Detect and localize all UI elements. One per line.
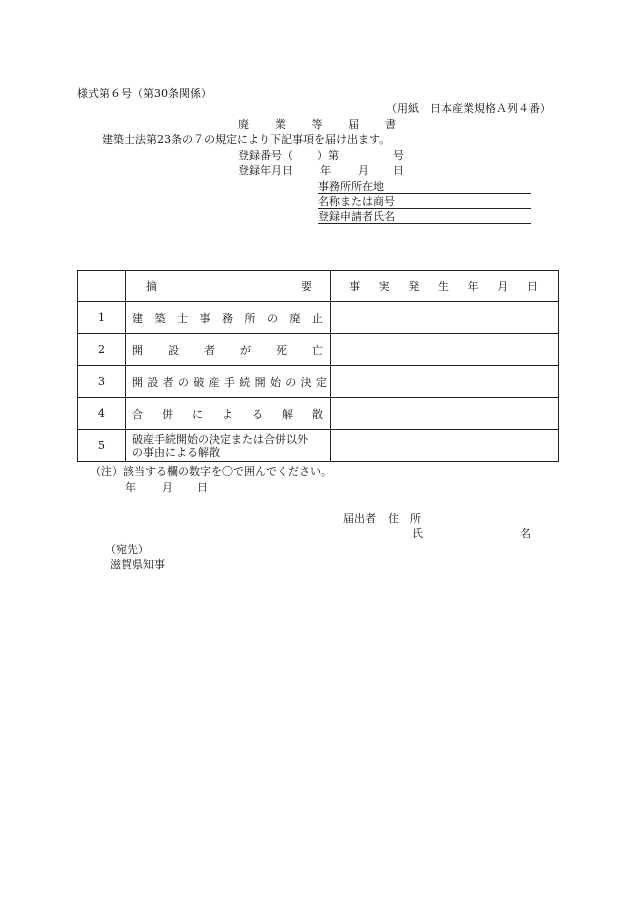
desc-char: る <box>252 407 263 421</box>
desc-char: 併 <box>162 407 173 421</box>
desc-char: 建 <box>132 311 143 325</box>
desc-char: 合 <box>132 407 143 421</box>
desc-char: 手 <box>223 375 235 389</box>
header-number-cell <box>78 271 126 302</box>
desc-char: が <box>240 343 251 357</box>
registrant-name-label: 登録申請者氏名 <box>318 210 395 223</box>
desc-char: 亡 <box>312 343 323 357</box>
submitter-name-right: 名 <box>520 527 531 540</box>
desc-char: 死 <box>276 343 287 357</box>
desc-char: 止 <box>312 311 323 325</box>
desc-char: 開 <box>254 375 266 389</box>
header-date-char: 事 <box>349 280 360 293</box>
desc-char: 産 <box>208 375 220 389</box>
date-month: 月 <box>162 481 173 494</box>
desc-char: 破 <box>193 375 205 389</box>
desc-char: 解 <box>282 407 293 421</box>
row-date-input[interactable] <box>331 366 559 398</box>
reg-date-day: 日 <box>393 164 404 177</box>
desc-char: に <box>192 407 203 421</box>
header-date-cell <box>331 271 559 302</box>
desc-char: の <box>177 375 189 389</box>
reg-number-suffix: 号 <box>393 149 404 162</box>
desc-char: 設 <box>147 375 159 389</box>
date-year: 年 <box>125 481 136 494</box>
title-char: 廃 <box>238 118 249 131</box>
header-date-char: 生 <box>437 280 449 293</box>
header-date-char: 実 <box>378 280 390 293</box>
desc-char: 設 <box>168 343 179 357</box>
title-char: 等 <box>311 118 323 131</box>
table-row <box>78 334 559 366</box>
row-date-input[interactable] <box>331 302 559 334</box>
desc-char: 定 <box>315 375 327 389</box>
desc-char: 廃 <box>289 311 301 325</box>
row-description <box>126 430 331 462</box>
desc-char: の <box>267 311 278 325</box>
submitter-address-label: 住 所 <box>388 512 421 525</box>
title-char: 業 <box>274 118 286 131</box>
desc-char: 始 <box>269 375 281 389</box>
notification-table <box>77 270 559 462</box>
desc-char: 続 <box>239 375 251 389</box>
paper-size-note: （用紙 日本産業規格Ａ列４番） <box>386 102 551 115</box>
registrant-name-field[interactable] <box>318 210 531 224</box>
form-number: 様式第６号（第30条関係） <box>77 87 212 100</box>
desc-char: 散 <box>312 407 323 421</box>
desc-char: の <box>285 375 297 389</box>
desc-char: 者 <box>204 343 215 357</box>
desc-char: 開 <box>132 343 143 357</box>
submitter-label: 届出者 <box>343 512 376 525</box>
header-date-char: 月 <box>497 280 509 293</box>
desc-char: 者 <box>162 375 174 389</box>
row-number[interactable]: 4 <box>78 398 126 430</box>
instruction-note: （注）該当する欄の数字を〇で囲んでください。 <box>90 465 332 478</box>
date-day: 日 <box>197 481 208 494</box>
row-description <box>126 366 331 398</box>
desc-char: 決 <box>300 375 312 389</box>
reg-date-label: 登録年月日 <box>238 164 293 177</box>
office-address-field[interactable] <box>318 180 531 194</box>
table-row <box>78 302 559 334</box>
header-summary-char: 要 <box>301 280 312 293</box>
reg-number-label: 登録番号（ <box>238 149 293 162</box>
row-description <box>126 302 331 334</box>
row-date-input[interactable] <box>331 334 559 366</box>
header-summary-cell <box>126 271 331 302</box>
row-description <box>126 334 331 366</box>
title-char: 届 <box>348 118 360 131</box>
header-date-char: 日 <box>526 280 538 293</box>
desc-line: の事由による解散 <box>132 445 220 459</box>
intro-statement: 建築士法第23条の７の規定により下記事項を届け出ます。 <box>102 133 391 146</box>
desc-char: 事 <box>199 311 211 325</box>
table-row <box>78 398 559 430</box>
office-name-label: 名称または商号 <box>318 195 395 208</box>
header-summary-char: 摘 <box>146 280 157 293</box>
reg-date-year: 年 <box>320 164 331 177</box>
header-date-char: 発 <box>408 280 420 293</box>
row-date-input[interactable] <box>331 398 559 430</box>
table-row <box>78 430 559 462</box>
row-description <box>126 398 331 430</box>
addressee-label: （宛先） <box>105 543 149 556</box>
row-number[interactable]: 2 <box>78 334 126 366</box>
office-name-field[interactable] <box>318 195 531 209</box>
desc-char: 務 <box>222 311 233 325</box>
reg-number-close: ）第 <box>317 149 339 162</box>
desc-char: 開 <box>132 375 143 389</box>
desc-char: 所 <box>244 311 256 325</box>
reg-date-month: 月 <box>358 164 369 177</box>
table-header-row <box>78 271 559 302</box>
row-number[interactable]: 1 <box>78 302 126 334</box>
header-date-char: 年 <box>467 280 479 293</box>
desc-char: 士 <box>177 311 188 325</box>
desc-char: よ <box>222 407 233 421</box>
row-date-input[interactable] <box>331 430 559 462</box>
desc-char: 築 <box>154 311 166 325</box>
office-address-label: 事務所所在地 <box>318 180 384 193</box>
row-number[interactable]: 5 <box>78 430 126 462</box>
row-number[interactable]: 3 <box>78 366 126 398</box>
submitter-name-left: 氏 <box>412 527 423 540</box>
addressee: 滋賀県知事 <box>110 558 165 571</box>
table-row <box>78 366 559 398</box>
desc-line: 破産手続開始の決定または合併以外 <box>132 432 308 446</box>
title-char: 書 <box>385 118 396 131</box>
document-title <box>238 118 396 131</box>
